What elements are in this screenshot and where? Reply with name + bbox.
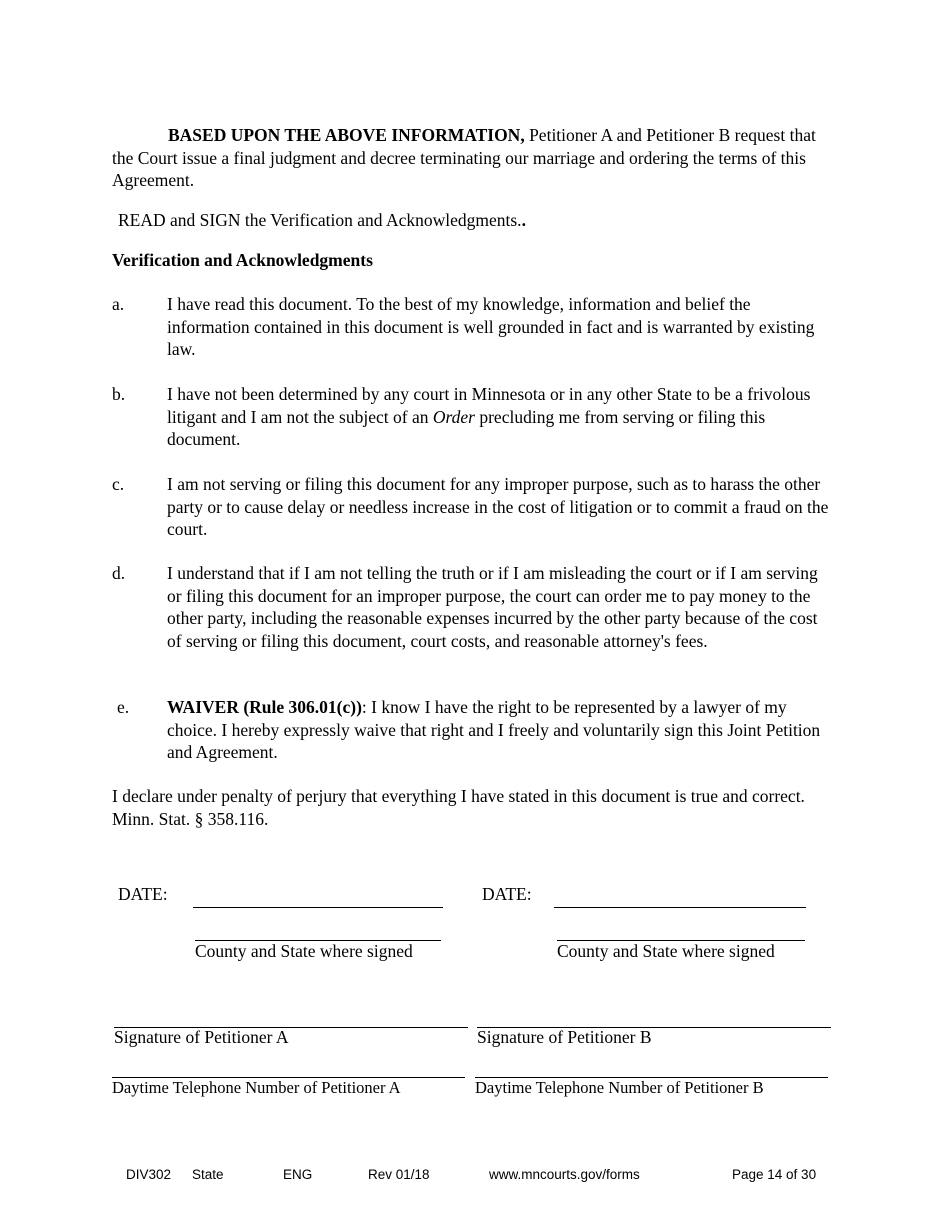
waiver-bold: WAIVER (Rule 306.01(c))	[167, 697, 362, 717]
intro-text: Petitioner A and Petitioner B request that the Court issue a final judgment and decree terminating our marriage and ordering the terms of this Agreement.	[112, 125, 816, 190]
read-sign-instruction: READ and SIGN the Verification and Acknowledgments..	[118, 210, 526, 230]
date-label-b: DATE:	[482, 884, 532, 904]
county-label-b: County and State where signed	[557, 941, 775, 961]
phone-label-b: Daytime Telephone Number of Petitioner B	[475, 1078, 764, 1097]
item-text-b: I have not been determined by any court in Minnesota or in any other State to be a frivolous litigant and I am not the subject of an Order precluding me from serving or filing this document.	[167, 384, 811, 449]
section-heading: Verification and Acknowledgments	[112, 250, 373, 270]
item-label-a: a.	[112, 294, 125, 314]
county-label-a: County and State where signed	[195, 941, 413, 961]
intro-paragraph	[112, 124, 837, 192]
item-label-b: b.	[112, 384, 126, 404]
footer-page-number: Page 14 of 30	[732, 1167, 817, 1182]
date-label-a: DATE:	[118, 884, 168, 904]
footer-form-id: DIV302	[126, 1167, 172, 1182]
signature-label-b: Signature of Petitioner B	[477, 1027, 652, 1047]
footer-language: ENG	[283, 1167, 313, 1182]
item-text-c: I am not serving or filing this document for any improper purpose, such as to harass the other party or to cause delay or needless increase in the cost of litigation or to commit a fraud on the court.	[167, 474, 829, 539]
item-text-d: I understand that if I am not telling the truth or if I am misleading the court or if I am serving or filing this document for an improper purpose, the court can order me to pay money to the other party, including the reasonable expenses incurred by the other party because of the cost of serving or filing this document, court costs, and reasonable attorney's fees.	[167, 563, 818, 651]
signature-label-a: Signature of Petitioner A	[114, 1027, 289, 1047]
intro-bold-lead: BASED UPON THE ABOVE INFORMATION,	[168, 125, 525, 145]
item-label-e: e.	[117, 697, 130, 717]
item-text-a: I have read this document. To the best of my knowledge, information and belief the information contained in this document is well grounded in fact and is warranted by existing law.	[167, 294, 815, 359]
declaration: I declare under penalty of perjury that everything I have stated in this document is true and correct. Minn. Stat. § 358.116.	[112, 786, 805, 829]
phone-label-a: Daytime Telephone Number of Petitioner A	[112, 1078, 401, 1097]
footer-url: www.mncourts.gov/forms	[489, 1167, 640, 1182]
item-label-c: c.	[112, 474, 125, 494]
footer-revision: Rev 01/18	[368, 1167, 430, 1182]
date-line-b[interactable]	[554, 907, 806, 908]
item-label-d: d.	[112, 563, 126, 583]
item-text-e: WAIVER (Rule 306.01(c)): I know I have the right to be represented by a lawyer of my choice. I hereby expressly waive that right and I freely and voluntarily sign this Joint Petition and Agreement.	[167, 697, 821, 762]
footer-state: State	[192, 1167, 224, 1182]
date-line-a[interactable]	[193, 907, 443, 908]
